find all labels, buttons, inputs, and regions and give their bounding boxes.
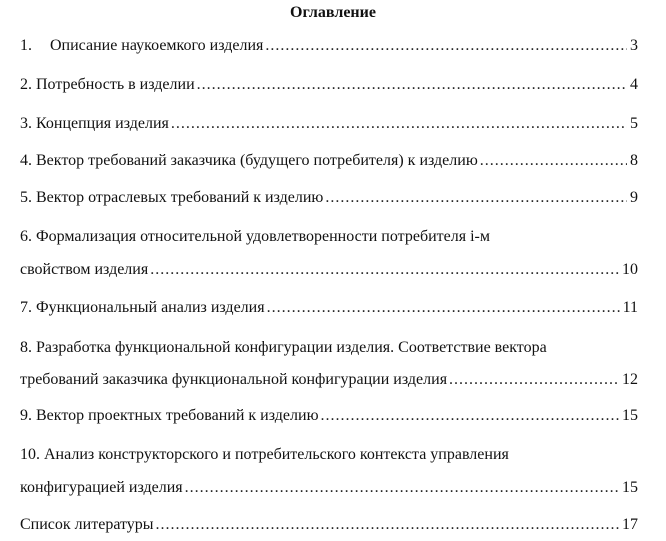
toc-entry-text: 7. Функциональный анализ изделия [20, 299, 265, 316]
toc-entry-page: 8 [630, 152, 638, 169]
toc-entry[interactable] [20, 477, 638, 499]
toc-entry[interactable] [20, 259, 638, 281]
dot-leader [265, 35, 627, 57]
toc-entry[interactable] [20, 297, 638, 319]
toc-entry-page: 9 [630, 189, 638, 206]
toc-entry[interactable] [20, 35, 638, 57]
toc-entry-line1[interactable]: 6. Формализация относительной удовлетворенности потребителя i-м [20, 228, 490, 245]
dot-leader [321, 405, 619, 427]
toc-entry-page: 3 [630, 37, 638, 54]
toc-entry-page: 17 [622, 516, 638, 533]
toc-entry-page: 15 [622, 479, 638, 496]
toc-entry[interactable] [20, 113, 638, 135]
dot-leader [325, 187, 627, 209]
toc-entry-line1[interactable]: 10. Анализ конструкторского и потребительского контекста управления [20, 446, 509, 463]
toc-entry-text: Описание наукоемкого изделия [50, 37, 264, 54]
toc-entry-text: конфигурацией изделия [20, 479, 183, 496]
toc-title: Оглавление [290, 4, 376, 21]
toc-entry-text: Список литературы [20, 516, 154, 533]
toc-entry[interactable] [20, 150, 638, 172]
toc-entry-page: 11 [622, 299, 638, 316]
dot-leader [449, 369, 619, 391]
dot-leader [267, 297, 620, 319]
dot-leader [480, 150, 627, 172]
dot-leader [197, 74, 627, 96]
toc-entry-line1[interactable]: 8. Разработка функциональной конфигурации изделия. Соответствие вектора [20, 339, 547, 356]
toc-entry-text: 5. Вектор отраслевых требований к изделию [20, 189, 324, 206]
toc-entry-page: 4 [630, 76, 638, 93]
toc-entry-page: 12 [622, 371, 638, 388]
toc-entry-text: 2. Потребность в изделии [20, 76, 195, 93]
toc-entry-text: 4. Вектор требований заказчика (будущего потребителя) к изделию [20, 152, 478, 169]
toc-entry-text: 3. Концепция изделия [20, 115, 169, 132]
toc-entry[interactable] [20, 369, 638, 391]
toc-entry-text: требований заказчика функциональной конфигурации изделия [20, 371, 448, 388]
toc-entry-page: 10 [622, 261, 638, 278]
dot-leader [150, 259, 619, 281]
toc-entry[interactable] [20, 187, 638, 209]
toc-entry[interactable] [20, 514, 638, 536]
toc-entry[interactable] [20, 405, 638, 427]
toc-entry-page: 5 [630, 115, 638, 132]
dot-leader [185, 477, 619, 499]
dot-leader [156, 514, 619, 536]
toc-entry[interactable] [20, 74, 638, 96]
toc-entry-text: свойством изделия [20, 261, 149, 278]
toc-entry-page: 15 [622, 407, 638, 424]
dot-leader [171, 113, 627, 135]
toc-entry-number: 1. [20, 37, 32, 54]
toc-entry-text: 9. Вектор проектных требований к изделию [20, 407, 319, 424]
